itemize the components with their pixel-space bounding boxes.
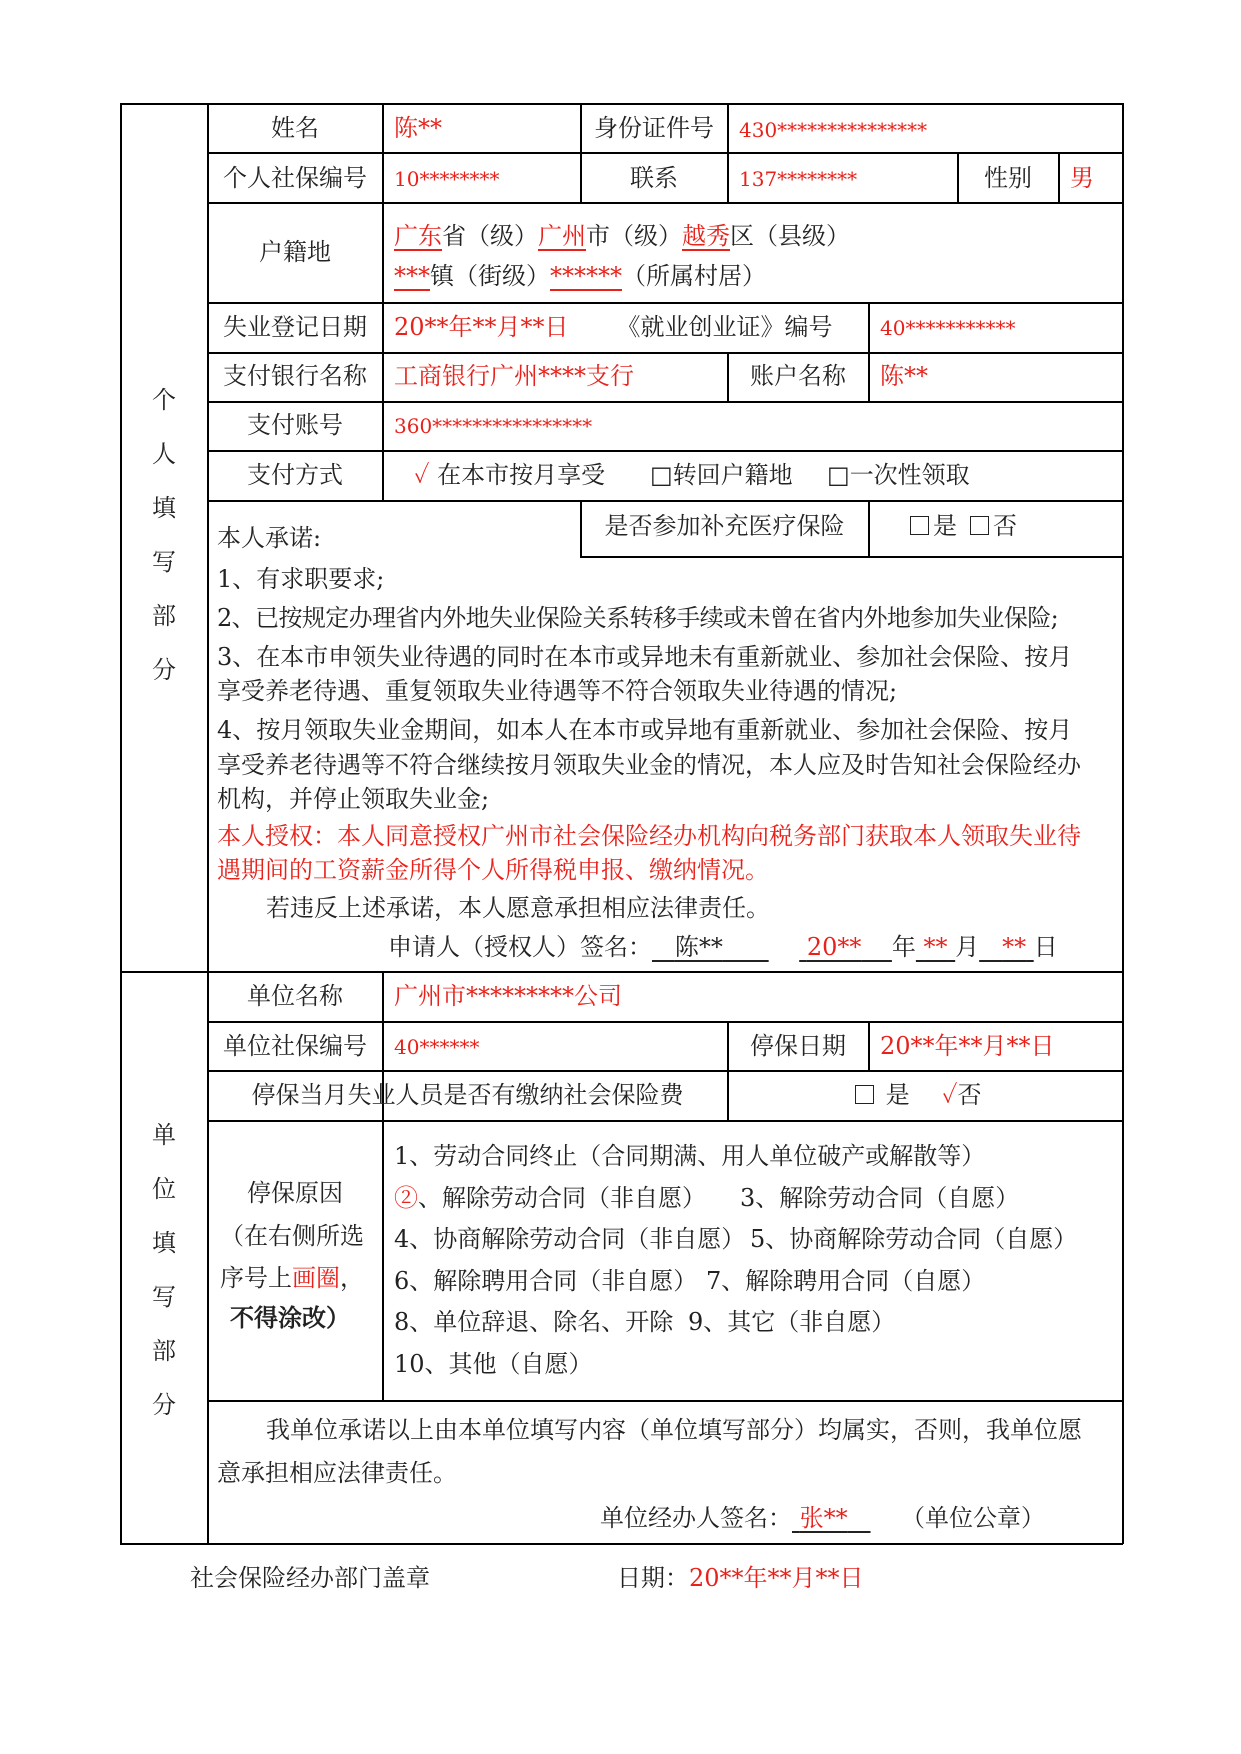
promise-item-4a: 4、按月领取失业金期间，如本人在本市或异地有重新就业、参加社会保险、按月 [217,716,1073,744]
cert-field[interactable]: 40*********** [880,316,1016,340]
unemp-date-label: 失业登记日期 [223,313,367,341]
gender-field[interactable]: 男 [1070,164,1094,192]
name-field[interactable]: 陈** [394,114,442,142]
row-divider [207,500,1123,502]
row-divider [207,352,1123,354]
paid-yes-label: 是 [885,1081,910,1109]
authorization-line-1: 本人授权：本人同意授权广州市社会保险经办机构向税务部门获取本人领取失业待 [217,822,1081,850]
sign-day-field[interactable] [979,933,1034,961]
reason-option-5[interactable]: 5、协商解除劳动合同（自愿） [750,1225,1078,1253]
reason-label-4: 不得涂改） [230,1303,350,1332]
agent-sign-label: 单位经办人签名： [600,1504,792,1532]
checkbox-icon [910,516,929,535]
promise-item-1: 1、有求职要求; [217,565,385,593]
reason-option-4[interactable]: 4、协商解除劳动合同（非自愿） [394,1225,746,1253]
reason-option-10[interactable]: 10、其他（自愿） [394,1350,593,1378]
town-suffix: 镇（街级） [430,262,550,290]
row-divider [207,1400,1123,1402]
sign-month-field[interactable] [916,933,955,961]
row-divider [207,1070,1123,1072]
authorization-line-2: 遇期间的工资薪金所得个人所得税申报、缴纳情况。 [217,856,769,884]
pay-option-monthly[interactable] [414,460,605,490]
table-border-right [1122,103,1124,1544]
account-no-label: 支付账号 [247,411,343,439]
table-border-left [120,103,122,1544]
reason-option-2-label: 、解除劳动合同（非自愿） [418,1184,706,1212]
unemployment-application-form [120,103,1123,1543]
promise-item-3a: 3、在本市申领失业待遇的同时在本市或异地未有重新就业、参加社会保险、按月 [217,643,1073,671]
reason-option-1[interactable]: 1、劳动合同终止（合同期满、用人单位破产或解散等） [394,1142,986,1170]
reason-label-2: （在右侧所选 [220,1222,364,1250]
reason-label-1: 停保原因 [247,1179,343,1207]
personal-ss-field[interactable]: 10******** [394,167,500,191]
reason-label-3a: 序号上 [220,1264,292,1292]
month-label: 月 [955,933,980,961]
medical-label: 是否参加补充医疗保险 [604,512,845,540]
row-divider [207,1120,1123,1122]
paid-no-label: 否 [957,1081,982,1109]
pay-method-label: 支付方式 [247,461,343,489]
contact-field[interactable]: 137******** [739,167,858,191]
footer-date [617,1563,864,1593]
checkbox-icon: □ [650,461,673,489]
checkbox-icon [855,1085,874,1104]
reason-option-2[interactable] [394,1183,706,1213]
pay-option-monthly-label: 在本市按月享受 [437,461,606,489]
unit-ss-field[interactable]: 40****** [394,1035,480,1059]
column-divider [868,1021,870,1071]
sign-year-value: 20** [806,933,862,961]
column-divider [868,500,870,557]
personal-ss-label: 个人社保编号 [223,164,367,192]
district-suffix: 区（县级） [730,222,850,250]
stop-date-label: 停保日期 [750,1032,846,1060]
account-no-field[interactable]: 360**************** [394,414,593,438]
unit-name-field[interactable]: 广州市*********公司 [394,982,622,1010]
reason-option-6[interactable]: 6、解除聘用合同（非自愿） [394,1267,698,1295]
pay-option-hukou[interactable] [650,460,793,490]
reason-option-3[interactable]: 3、解除劳动合同（自愿） [740,1184,1020,1212]
column-divider [382,103,384,501]
column-divider [868,352,870,402]
unit-ss-label: 单位社保编号 [223,1032,367,1060]
medical-no-label: 否 [993,512,1017,540]
sign-label: 申请人（授权人）签名： [388,933,652,961]
paid-yes-option[interactable] [855,1080,910,1110]
checkbox-icon [970,516,989,535]
unit-promise-line-1: 我单位承诺以上由本单位填写内容（单位填写部分）均属实，否则，我单位愿 [266,1416,1082,1444]
pay-option-lumpsum-label: 一次性领取 [849,461,970,489]
medical-yes-label: 是 [933,512,957,540]
unit-name-label: 单位名称 [247,982,343,1010]
name-label: 姓名 [271,114,319,142]
promise-title: 本人承诺: [217,524,322,552]
personal-section-label: 个人填写部分 [152,386,176,684]
hukou-line-2 [394,261,766,291]
unit-promise-line-2: 意承担相应法律责任。 [217,1459,457,1487]
unit-agent-signature-line [600,1503,1045,1533]
row-divider [207,152,1123,154]
agent-signature-value: 张** [799,1504,848,1532]
promise-item-4c: 机构，并停止领取失业金; [217,785,490,813]
applicant-signature-line [388,932,1058,962]
row-divider [207,202,1123,204]
checkbox-icon: □ [827,461,850,489]
column-divider [1058,152,1060,203]
checkmark-icon: ✓ [942,1081,958,1109]
hukou-district-field[interactable]: 越秀 [682,222,730,250]
checkmark-icon: ✓ [414,461,430,489]
pay-option-hukou-label: 转回户籍地 [672,461,793,489]
liability-statement: 若违反上述承诺，本人愿意承担相应法律责任。 [266,894,770,922]
pay-option-lumpsum[interactable] [827,460,970,490]
unit-section-label: 单位填写部分 [152,1121,176,1419]
sign-day-value: ** [1002,933,1027,961]
medical-yes-option[interactable] [910,511,957,541]
reason-label-3c: ， [340,1264,364,1292]
hukou-village-field[interactable]: ****** [550,262,622,290]
reason-option-7[interactable]: 7、解除聘用合同（自愿） [706,1267,986,1295]
footer-date-value[interactable]: 20**年**月**日 [689,1564,864,1592]
paid-no-option[interactable] [942,1080,981,1110]
contact-label: 联系 [630,164,678,192]
bank-field[interactable]: 工商银行广州****支行 [394,362,634,390]
promise-item-3b: 享受养老待遇、重复领取失业待遇等不符合领取失业待遇的情况; [217,677,898,705]
sign-year-field[interactable] [799,933,892,961]
day-label: 日 [1033,933,1058,961]
hukou-city-field[interactable]: 广州 [538,222,586,250]
footer-date-label: 日期： [617,1564,689,1592]
signature-field[interactable] [652,933,769,961]
city-suffix: 市（级） [586,222,682,250]
unemp-date-field[interactable]: 20**年**月**日 [394,313,569,341]
column-divider [727,1070,729,1121]
circled-number-icon: ② [394,1184,418,1212]
column-divider [868,302,870,353]
stop-date-field[interactable]: 20**年**月**日 [880,1032,1055,1060]
row-divider [207,302,1123,304]
agent-signature-field[interactable] [792,1504,871,1532]
reason-option-8[interactable]: 8、单位辞退、除名、开除 [394,1308,674,1336]
reason-label-3 [220,1263,364,1293]
reason-option-9[interactable]: 9、其它（非自愿） [688,1308,896,1336]
id-field[interactable]: 430*************** [739,118,928,142]
reason-label-3b: 画圈 [292,1264,340,1292]
hukou-line-1 [394,221,850,251]
table-border-bottom [120,1543,1123,1545]
hukou-province-field[interactable]: 广东 [394,222,442,250]
hukou-label: 户籍地 [259,238,331,266]
signature-value: 陈** [674,933,723,961]
table-border-top [120,103,1123,105]
bank-label: 支付银行名称 [223,362,367,390]
column-divider [382,971,384,1401]
year-label: 年 [891,933,916,961]
row-divider [580,556,1123,558]
column-divider [727,103,729,203]
province-suffix: 省（级） [442,222,538,250]
medical-no-option[interactable] [970,511,1017,541]
village-suffix: （所属村居） [622,262,766,290]
gender-label: 性别 [984,164,1032,192]
id-label: 身份证件号 [594,114,714,142]
paid-question-label: 停保当月失业人员是否有缴纳社会保险费 [251,1081,684,1109]
row-divider [207,450,1123,452]
row-divider [207,401,1123,403]
account-name-label: 账户名称 [750,362,846,390]
account-name-field[interactable]: 陈** [880,362,928,390]
unit-seal-label: （单位公章） [901,1504,1046,1532]
promise-item-2: 2、已按规定办理省内外地失业保险关系转移手续或未曾在省内外地参加失业保险; [217,604,1059,632]
hukou-town-field[interactable]: *** [394,262,430,290]
promise-item-4b: 享受养老待遇等不符合继续按月领取失业金的情况，本人应及时告知社会保险经办 [217,751,1081,779]
agency-seal-label: 社会保险经办部门盖章 [190,1564,430,1592]
section-divider [120,971,1123,973]
cert-label: 《就业创业证》编号 [616,313,833,341]
sign-month-value: ** [923,933,948,961]
row-divider [207,1021,1123,1023]
